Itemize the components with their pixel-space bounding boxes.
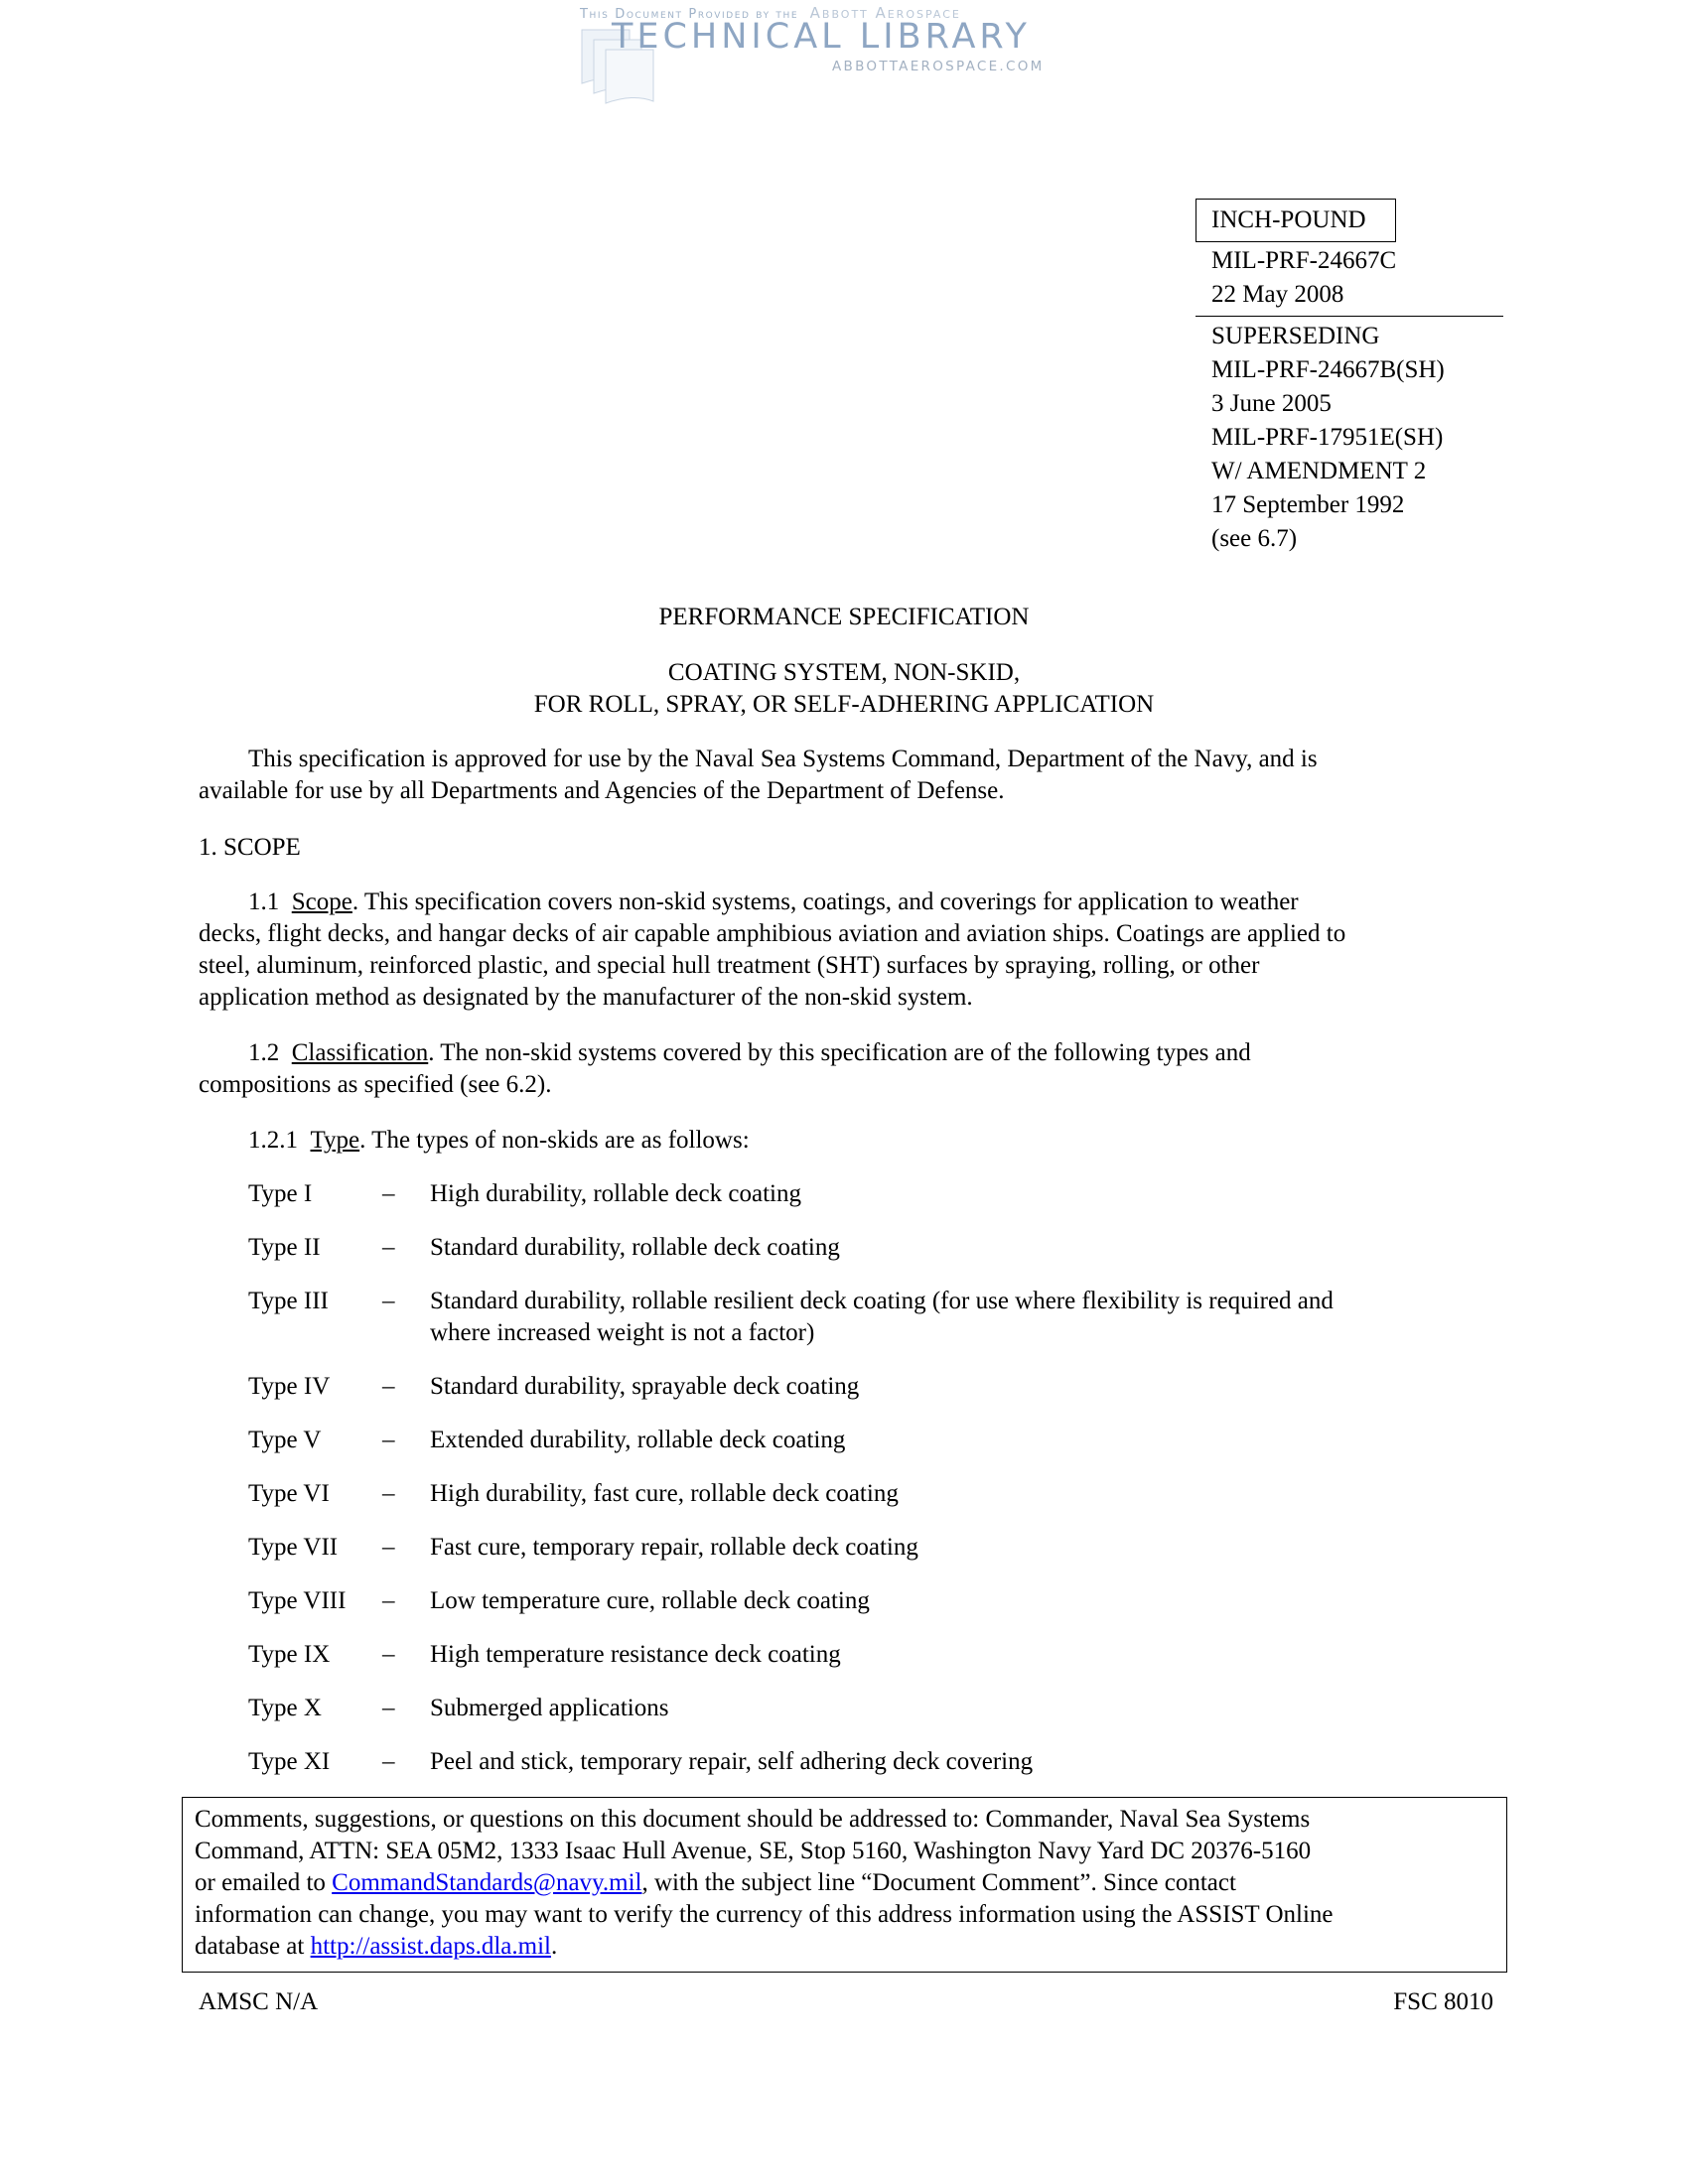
para-1-1-line2: decks, flight decks, and hangar decks of air capable amphibious aviation and aviation ships. Coatings are applied to xyxy=(199,920,1346,947)
type-dash: – xyxy=(382,1480,395,1507)
para-1-1-line4: application method as designated by the manufacturer of the non-skid system. xyxy=(199,984,973,1011)
type-dash: – xyxy=(382,1373,395,1400)
type-description: High durability, fast cure, rollable deck coating xyxy=(430,1480,899,1507)
watermark-site: ABBOTTAEROSPACE.COM xyxy=(832,59,1045,74)
comments-line1: Comments, suggestions, or questions on this document should be addressed to: Commander, Naval Sea Systems xyxy=(195,1806,1311,1833)
superseding-label: SUPERSEDING xyxy=(1211,323,1380,349)
type-label: Type VI xyxy=(248,1480,330,1507)
intro-line1: This specification is approved for use by the Naval Sea Systems Command, Department of the Navy, and is xyxy=(248,746,1318,772)
units-label: INCH-POUND xyxy=(1211,206,1366,233)
type-label: Type IX xyxy=(248,1641,331,1668)
para-number: 1.2.1 xyxy=(248,1127,298,1154)
doc-title-line2: FOR ROLL, SPRAY, OR SELF-ADHERING APPLICATION xyxy=(533,691,1155,718)
type-dash: – xyxy=(382,1748,395,1775)
type-label: Type VIII xyxy=(248,1587,347,1614)
type-description: Extended durability, rollable deck coating xyxy=(430,1427,846,1453)
comments-line2: Command, ATTN: SEA 05M2, 1333 Isaac Hull Avenue, SE, Stop 5160, Washington Navy Yard DC 20376-5160 xyxy=(195,1838,1312,1864)
type-dash: – xyxy=(382,1587,395,1614)
para-1-1-line3: steel, aluminum, reinforced plastic, and special hull treatment (SHT) surfaces by spraying, rolling, or other xyxy=(199,952,1260,979)
para-1-2-line2: compositions as specified (see 6.2). xyxy=(199,1071,552,1098)
para-1-2-line1 xyxy=(248,1037,1251,1069)
superseded-item: MIL-PRF-17951E(SH) xyxy=(1211,424,1444,451)
section-heading-scope: 1. SCOPE xyxy=(199,834,301,861)
type-label: Type IV xyxy=(248,1373,331,1400)
spec-type-title: PERFORMANCE SPECIFICATION xyxy=(658,604,1030,630)
footer-fsc: FSC 8010 xyxy=(1393,1988,1493,2015)
para-title: Type xyxy=(310,1127,360,1154)
type-description: Fast cure, temporary repair, rollable deck coating xyxy=(430,1534,918,1561)
superseded-item: W/ AMENDMENT 2 xyxy=(1211,458,1427,484)
doc-id: MIL-PRF-24667C xyxy=(1211,247,1397,274)
type-description: Peel and stick, temporary repair, self adhering deck covering xyxy=(430,1748,1034,1775)
type-dash: – xyxy=(382,1288,395,1314)
comments-line3 xyxy=(195,1867,1236,1899)
superseded-item: 17 September 1992 xyxy=(1211,491,1405,518)
doc-date: 22 May 2008 xyxy=(1211,281,1344,308)
type-label: Type XI xyxy=(248,1748,331,1775)
comments-text: , with the subject line “Document Comment”. Since contact xyxy=(641,1869,1236,1896)
para-text: . The non-skid systems covered by this specification are of the following types and xyxy=(428,1039,1251,1066)
superseded-item: (see 6.7) xyxy=(1211,525,1298,552)
para-title: Classification xyxy=(291,1039,429,1066)
superseded-item: MIL-PRF-24667B(SH) xyxy=(1211,356,1445,383)
type-dash: – xyxy=(382,1641,395,1668)
watermark-brand: Abbott Aerospace xyxy=(809,4,961,22)
watermark-prefix: This Document Provided by the xyxy=(580,7,799,22)
type-description: High temperature resistance deck coating xyxy=(430,1641,841,1668)
comments-line5 xyxy=(195,1931,557,1963)
type-description: Standard durability, rollable resilient deck coating (for use where flexibility is required and xyxy=(430,1288,1334,1314)
type-dash: – xyxy=(382,1534,395,1561)
type-label: Type III xyxy=(248,1288,329,1314)
type-label: Type VII xyxy=(248,1534,339,1561)
intro-line2: available for use by all Departments and Agencies of the Department of Defense. xyxy=(199,777,1005,804)
footer-amsc: AMSC N/A xyxy=(199,1988,319,2015)
watermark-title: TECHNICAL LIBRARY xyxy=(612,17,1031,57)
type-description: Standard durability, sprayable deck coating xyxy=(430,1373,860,1400)
comments-box xyxy=(182,1797,1507,1973)
type-description: Low temperature cure, rollable deck coating xyxy=(430,1587,870,1614)
superseded-item: 3 June 2005 xyxy=(1211,390,1332,417)
type-dash: – xyxy=(382,1427,395,1453)
assist-url-link[interactable]: http://assist.daps.dla.mil xyxy=(310,1933,551,1960)
type-dash: – xyxy=(382,1180,395,1207)
email-link[interactable]: CommandStandards@navy.mil xyxy=(332,1869,642,1896)
type-dash: – xyxy=(382,1234,395,1261)
para-number: 1.2 xyxy=(248,1039,280,1066)
type-label: Type V xyxy=(248,1427,322,1453)
units-box xyxy=(1196,199,1396,242)
para-1-2-1 xyxy=(248,1125,750,1157)
type-label: Type X xyxy=(248,1695,322,1721)
type-description-continued: where increased weight is not a factor) xyxy=(430,1319,815,1346)
comments-text: database at xyxy=(195,1933,311,1960)
type-dash: – xyxy=(382,1695,395,1721)
para-title: Scope xyxy=(291,888,352,915)
para-1-1-line1 xyxy=(248,887,1299,918)
comments-text: . xyxy=(550,1933,558,1960)
type-description: Submerged applications xyxy=(430,1695,669,1721)
type-label: Type II xyxy=(248,1234,321,1261)
type-label: Type I xyxy=(248,1180,313,1207)
type-description: High durability, rollable deck coating xyxy=(430,1180,801,1207)
header-divider xyxy=(1196,316,1503,317)
doc-title-line1: COATING SYSTEM, NON-SKID, xyxy=(667,659,1021,686)
type-description: Standard durability, rollable deck coating xyxy=(430,1234,840,1261)
para-number: 1.1 xyxy=(248,888,280,915)
watermark-banner xyxy=(572,0,1088,114)
para-text: . The types of non-skids are as follows: xyxy=(359,1127,750,1154)
comments-line4: information can change, you may want to verify the currency of this address information using the ASSIST Online xyxy=(195,1901,1334,1928)
para-text: . This specification covers non-skid systems, coatings, and coverings for application to weather xyxy=(352,888,1299,915)
comments-text: or emailed to xyxy=(195,1869,333,1896)
